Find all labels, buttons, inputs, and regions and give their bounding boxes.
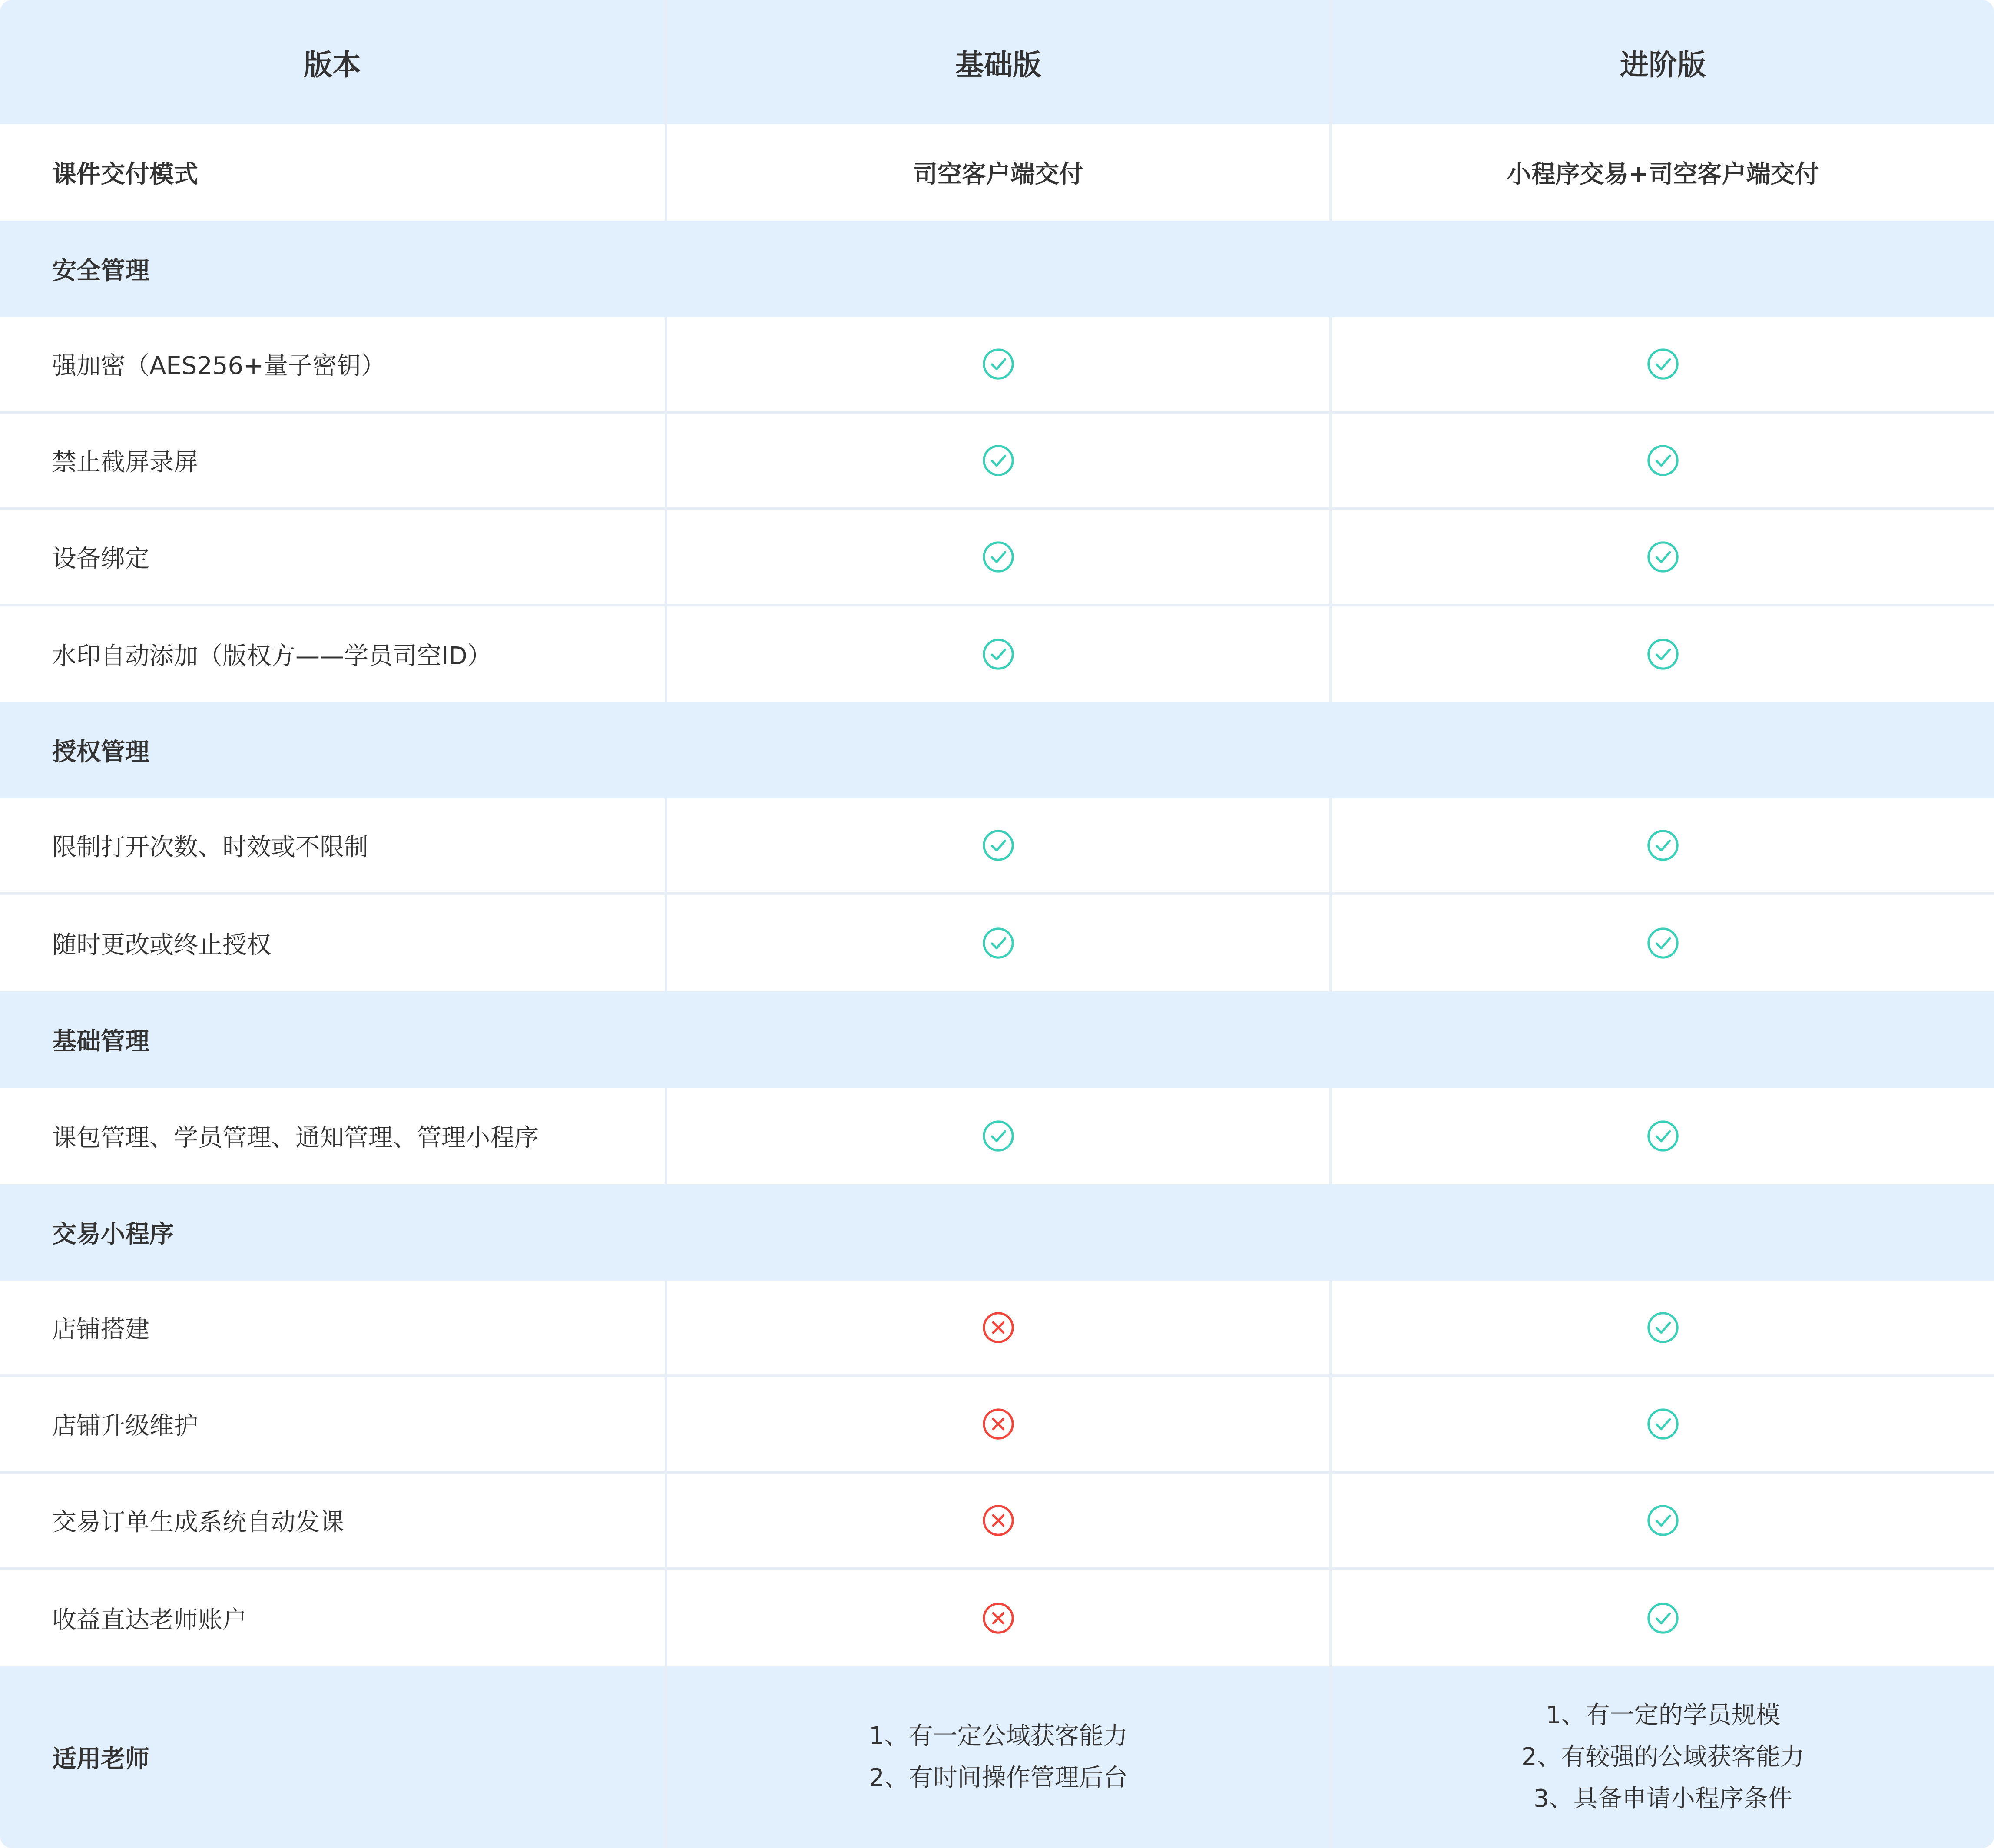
feature-row-watermark xyxy=(0,606,1994,702)
advanced-availability-cell xyxy=(1329,1570,1994,1666)
advanced-availability-cell xyxy=(1329,1377,1994,1471)
section-basic-mgmt xyxy=(0,991,1994,1088)
section-security-cell xyxy=(0,221,1994,317)
cross-circle-icon xyxy=(981,1504,1015,1537)
basic-availability-cell xyxy=(665,1474,1329,1567)
advanced-availability-cell xyxy=(1329,895,1994,991)
delivery-mode-label-cell xyxy=(0,124,665,221)
suitable-basic-cell xyxy=(665,1666,1329,1848)
feature-label: 水印自动添加（版权方——学员司空ID） xyxy=(52,642,492,670)
section-auth-label: 授权管理 xyxy=(52,738,149,766)
check-circle-icon xyxy=(981,637,1015,671)
section-basic-mgmt-cell xyxy=(0,991,1994,1088)
feature-label-cell xyxy=(0,606,665,702)
section-security xyxy=(0,221,1994,317)
feature-label: 店铺搭建 xyxy=(52,1315,149,1344)
feature-label: 收益直达老师账户 xyxy=(52,1606,247,1634)
section-mini-program xyxy=(0,1184,1994,1281)
suitable-advanced-cell xyxy=(1329,1666,1994,1848)
feature-row-encryption xyxy=(0,317,1994,411)
header-basic xyxy=(665,0,1329,124)
feature-label: 店铺升级维护 xyxy=(52,1412,198,1440)
advanced-availability-cell xyxy=(1329,1281,1994,1374)
suitable-advanced-line: 3、具备申请小程序条件 xyxy=(1534,1785,1792,1813)
feature-label: 课包管理、学员管理、通知管理、管理小程序 xyxy=(52,1124,539,1152)
feature-label: 交易订单生成系统自动发课 xyxy=(52,1508,344,1537)
basic-availability-cell xyxy=(665,317,1329,411)
feature-label: 随时更改或终止授权 xyxy=(52,931,271,959)
check-circle-icon xyxy=(1646,926,1680,960)
feature-row-auto-course xyxy=(0,1474,1994,1567)
delivery-mode-row xyxy=(0,124,1994,221)
advanced-availability-cell xyxy=(1329,414,1994,507)
basic-availability-cell xyxy=(665,1281,1329,1374)
check-circle-icon xyxy=(1646,1119,1680,1153)
check-circle-icon xyxy=(981,540,1015,574)
check-circle-icon xyxy=(1646,1504,1680,1537)
basic-availability-cell xyxy=(665,1570,1329,1666)
delivery-mode-advanced: 小程序交易+司空客户端交付 xyxy=(1507,160,1819,189)
feature-row-limit-open xyxy=(0,798,1994,892)
feature-label: 禁止截屏录屏 xyxy=(52,448,198,477)
cross-circle-icon xyxy=(981,1601,1015,1635)
check-circle-icon xyxy=(1646,347,1680,381)
basic-availability-cell xyxy=(665,1377,1329,1471)
feature-label-cell xyxy=(0,1474,665,1567)
check-circle-icon xyxy=(981,926,1015,960)
feature-row-device-binding xyxy=(0,510,1994,604)
header-version xyxy=(0,0,665,124)
section-auth xyxy=(0,702,1994,798)
advanced-availability-cell xyxy=(1329,1474,1994,1567)
delivery-mode-advanced-cell xyxy=(1329,124,1994,221)
feature-label-cell xyxy=(0,1281,665,1374)
feature-row-course-mgmt xyxy=(0,1088,1994,1184)
feature-label: 设备绑定 xyxy=(52,545,149,573)
cross-circle-icon xyxy=(981,1311,1015,1345)
feature-row-store-build xyxy=(0,1281,1994,1374)
header-basic-label: 基础版 xyxy=(955,48,1041,82)
suitable-advanced-line: 2、有较强的公域获客能力 xyxy=(1521,1743,1805,1771)
cross-circle-icon xyxy=(981,1407,1015,1441)
section-auth-cell xyxy=(0,702,1994,798)
basic-availability-cell xyxy=(665,606,1329,702)
basic-availability-cell xyxy=(665,1088,1329,1184)
section-basic-mgmt-label: 基础管理 xyxy=(52,1027,149,1056)
section-mini-program-cell xyxy=(0,1184,1994,1281)
feature-label: 限制打开次数、时效或不限制 xyxy=(52,833,368,861)
check-circle-icon xyxy=(1646,444,1680,477)
advanced-availability-cell xyxy=(1329,317,1994,411)
section-mini-program-label: 交易小程序 xyxy=(52,1220,174,1249)
check-circle-icon xyxy=(1646,828,1680,862)
table-header-row xyxy=(0,0,1994,124)
delivery-mode-basic-cell xyxy=(665,124,1329,221)
advanced-availability-cell xyxy=(1329,798,1994,892)
basic-availability-cell xyxy=(665,895,1329,991)
feature-label-cell xyxy=(0,1570,665,1666)
delivery-mode-basic: 司空客户端交付 xyxy=(913,160,1083,189)
check-circle-icon xyxy=(1646,1407,1680,1441)
header-version-label: 版本 xyxy=(304,48,361,82)
suitable-row xyxy=(0,1666,1994,1848)
feature-row-revenue xyxy=(0,1570,1994,1666)
basic-availability-cell xyxy=(665,798,1329,892)
suitable-label-cell xyxy=(0,1666,665,1848)
check-circle-icon xyxy=(1646,637,1680,671)
feature-row-store-upgrade xyxy=(0,1377,1994,1471)
feature-label-cell xyxy=(0,895,665,991)
check-circle-icon xyxy=(1646,1311,1680,1345)
header-advanced-label: 进阶版 xyxy=(1620,48,1706,82)
feature-row-change-auth xyxy=(0,895,1994,991)
feature-label-cell xyxy=(0,1377,665,1471)
advanced-availability-cell xyxy=(1329,606,1994,702)
delivery-mode-label: 课件交付模式 xyxy=(52,160,198,189)
advanced-availability-cell xyxy=(1329,510,1994,604)
check-circle-icon xyxy=(1646,540,1680,574)
suitable-advanced-line: 1、有一定的学员规模 xyxy=(1546,1701,1780,1729)
check-circle-icon xyxy=(981,828,1015,862)
advanced-availability-cell xyxy=(1329,1088,1994,1184)
header-advanced xyxy=(1329,0,1994,124)
feature-row-no-screenshot xyxy=(0,414,1994,507)
check-circle-icon xyxy=(981,444,1015,477)
check-circle-icon xyxy=(981,347,1015,381)
feature-label-cell xyxy=(0,414,665,507)
feature-label-cell xyxy=(0,317,665,411)
feature-label-cell xyxy=(0,798,665,892)
suitable-label: 适用老师 xyxy=(52,1745,149,1773)
basic-availability-cell xyxy=(665,510,1329,604)
basic-availability-cell xyxy=(665,414,1329,507)
feature-label-cell xyxy=(0,510,665,604)
check-circle-icon xyxy=(1646,1601,1680,1635)
suitable-basic-line: 2、有时间操作管理后台 xyxy=(869,1764,1128,1792)
section-security-label: 安全管理 xyxy=(52,257,149,285)
feature-label-cell xyxy=(0,1088,665,1184)
check-circle-icon xyxy=(981,1119,1015,1153)
feature-label: 强加密（AES256+量子密钥） xyxy=(52,352,386,380)
suitable-basic-line: 1、有一定公域获客能力 xyxy=(869,1722,1128,1750)
